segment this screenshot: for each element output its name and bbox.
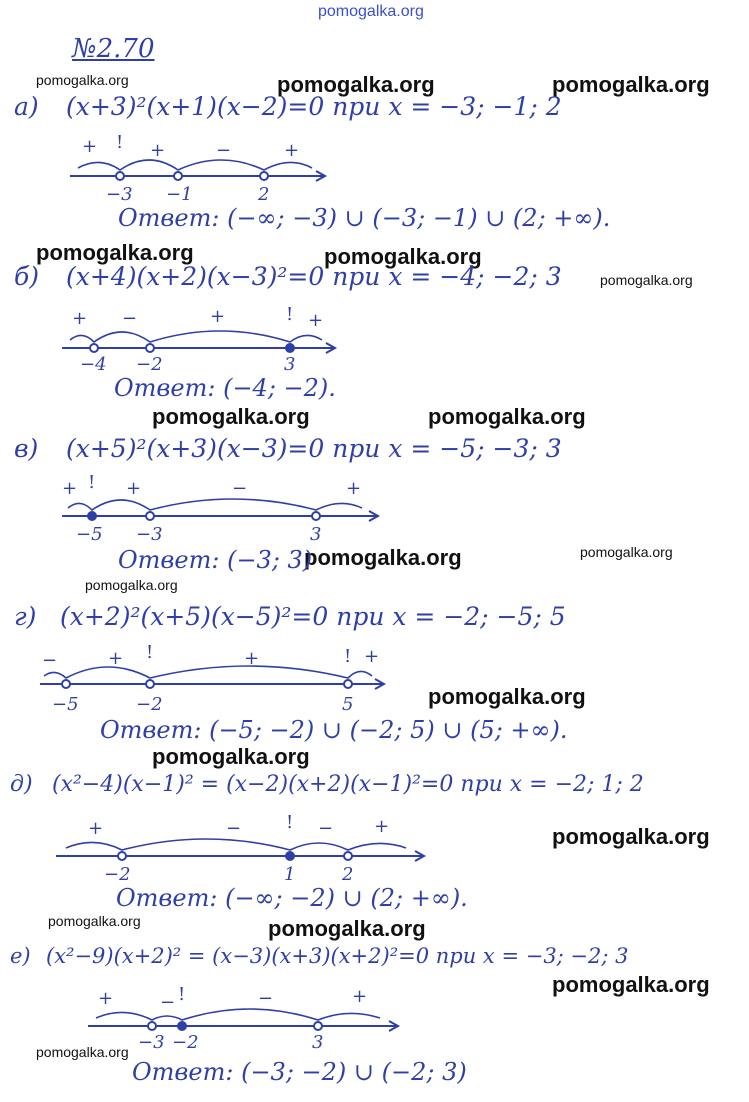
problem-c-equation: (x+5)²(x+3)(x−3)=0 при x = −5; −3; 3 xyxy=(66,434,562,463)
tick-label: −5 xyxy=(52,694,79,715)
sign: + xyxy=(82,136,98,157)
tick-label: −3 xyxy=(136,524,163,545)
problem-f-label: е) xyxy=(10,944,31,968)
sign: + xyxy=(108,648,124,669)
watermark: pomogalka.org xyxy=(324,244,482,269)
problem-a-equation: (x+3)²(x+1)(x−2)=0 при x = −3; −1; 2 xyxy=(66,92,562,121)
tick-label: 2 xyxy=(258,184,270,205)
watermark: pomogalka.org xyxy=(268,916,426,941)
sign: ! xyxy=(146,642,154,663)
tick-label: 3 xyxy=(312,1032,324,1053)
site-header[interactable]: pomogalka.org xyxy=(318,3,424,20)
sign: ! xyxy=(286,812,294,833)
watermark: pomogalka.org xyxy=(48,913,141,929)
sign: ! xyxy=(116,132,124,153)
watermark: pomogalka.org xyxy=(428,404,586,429)
sign: + xyxy=(98,988,114,1009)
sign: − xyxy=(258,988,274,1009)
problem-c-label: в) xyxy=(14,434,39,463)
watermark: pomogalka.org xyxy=(552,972,710,997)
sign: − xyxy=(232,478,248,499)
answer-b: Ответ: (−4; −2). xyxy=(114,374,336,402)
answer-d: Ответ: (−5; −2) ∪ (−2; 5) ∪ (5; +∞). xyxy=(100,716,568,744)
sign: + xyxy=(284,140,300,161)
tick-label: −2 xyxy=(136,694,163,715)
watermark: pomogalka.org xyxy=(600,272,693,288)
watermark: pomogalka.org xyxy=(277,72,435,97)
watermark: pomogalka.org xyxy=(304,545,462,570)
tick-label: 3 xyxy=(310,524,322,545)
watermark: pomogalka.org xyxy=(36,1044,129,1060)
problem-f-equation: (x²−9)(x+2)² = (x−3)(x+3)(x+2)²=0 при x = −3; −2; 3 xyxy=(46,944,629,968)
watermark: pomogalka.org xyxy=(36,240,194,265)
problem-number: №2.70 xyxy=(72,34,155,64)
watermark: pomogalka.org xyxy=(580,544,673,560)
sign: + xyxy=(210,306,226,327)
tick-label: −1 xyxy=(166,184,193,205)
tick-label: −4 xyxy=(80,354,107,375)
tick-label: −2 xyxy=(136,354,163,375)
watermark: pomogalka.org xyxy=(152,404,310,429)
sign: − xyxy=(42,650,58,671)
sign: + xyxy=(364,646,380,667)
problem-d-label: г) xyxy=(14,602,37,631)
sign: − xyxy=(226,818,242,839)
sign: + xyxy=(352,986,368,1007)
tick-label: −2 xyxy=(172,1032,199,1053)
sign: + xyxy=(126,478,142,499)
watermark: pomogalka.org xyxy=(152,744,310,769)
sign: − xyxy=(122,308,138,329)
tick-label: −5 xyxy=(76,524,103,545)
answer-a: Ответ: (−∞; −3) ∪ (−3; −1) ∪ (2; +∞). xyxy=(118,204,611,232)
watermark: pomogalka.org xyxy=(552,824,710,849)
watermark: pomogalka.org xyxy=(552,72,710,97)
sign: ! xyxy=(178,984,186,1005)
sign: + xyxy=(62,478,78,499)
sign: + xyxy=(374,816,390,837)
sign: ! xyxy=(286,304,294,325)
problem-d-equation: (x+2)²(x+5)(x−5)²=0 при x = −2; −5; 5 xyxy=(60,602,566,631)
sign: + xyxy=(72,308,88,329)
sign: − xyxy=(318,818,334,839)
sign: + xyxy=(244,648,260,669)
problem-a-label: а) xyxy=(14,92,39,121)
problem-b-label: б) xyxy=(14,262,40,291)
tick-label: 5 xyxy=(342,694,354,715)
tick-label: 2 xyxy=(342,864,354,885)
sign: − xyxy=(216,140,232,161)
answer-c: Ответ: (−3; 3) xyxy=(118,546,313,574)
problem-e-equation: (x²−4)(x−1)² = (x−2)(x+2)(x−1)²=0 при x = −2; 1; 2 xyxy=(52,772,644,797)
watermark: pomogalka.org xyxy=(428,684,586,709)
sign: − xyxy=(160,992,176,1013)
sign: ! xyxy=(88,472,96,493)
watermark: pomogalka.org xyxy=(85,577,178,593)
sign: ! xyxy=(344,646,352,667)
sign: + xyxy=(346,478,362,499)
tick-label: −2 xyxy=(104,864,131,885)
watermark: pomogalka.org xyxy=(36,72,129,88)
tick-label: −3 xyxy=(106,184,133,205)
answer-e: Ответ: (−∞; −2) ∪ (2; +∞). xyxy=(116,884,468,912)
problem-e-label: д) xyxy=(10,772,33,797)
sign: + xyxy=(150,140,166,161)
answer-f: Ответ: (−3; −2) ∪ (−2; 3) xyxy=(132,1058,467,1086)
tick-label: 1 xyxy=(284,864,296,885)
tick-label: −3 xyxy=(138,1032,165,1053)
tick-label: 3 xyxy=(284,354,296,375)
sign: + xyxy=(308,310,324,331)
problem-b-equation: (x+4)(x+2)(x−3)²=0 при x = −4; −2; 3 xyxy=(66,262,562,291)
sign: + xyxy=(88,818,104,839)
